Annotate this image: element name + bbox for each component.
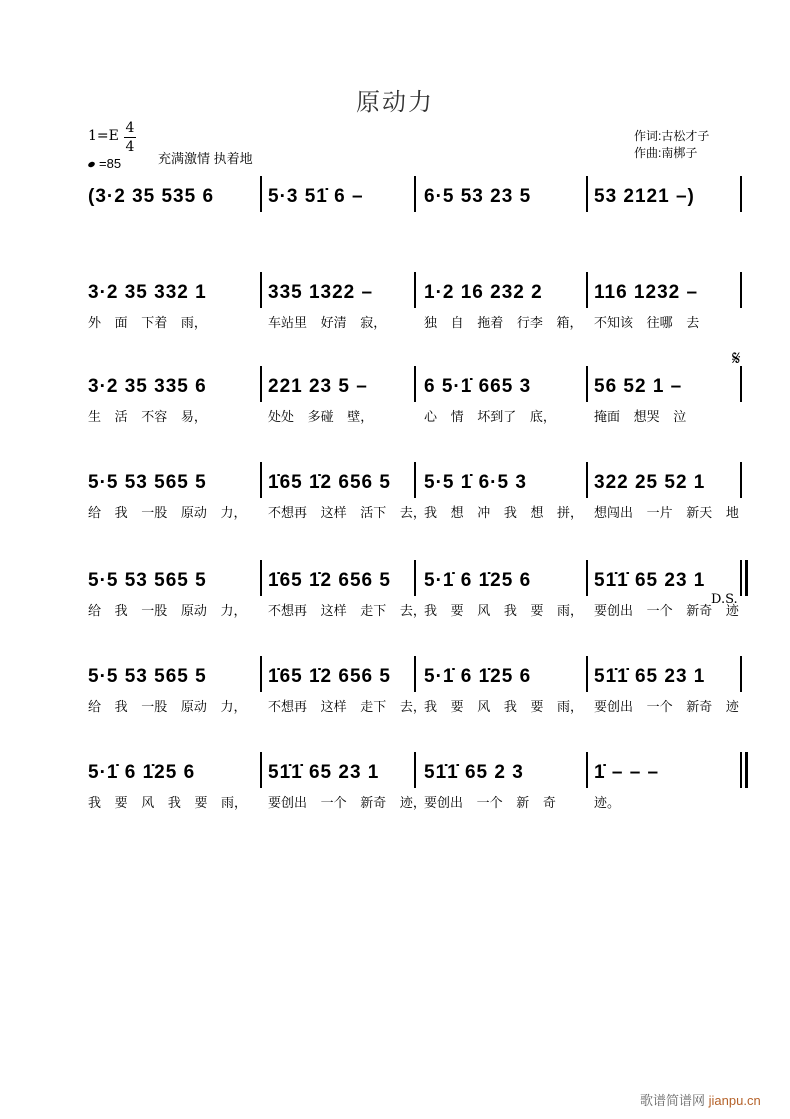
- measure-notes: 3·2 35 332 1: [88, 282, 207, 303]
- measure-notes: 51̇1̇ 65 23 1: [594, 570, 706, 591]
- bar-line: [260, 176, 262, 212]
- lyrics: 要创出 一个 新奇 迹，: [268, 795, 426, 810]
- bar-line: [260, 560, 262, 596]
- lyrics: 想闯出 一片 新天 地: [594, 505, 739, 520]
- measure: [84, 752, 260, 822]
- lyrics: 给 我 一股 原动 力，: [88, 699, 247, 714]
- expression-marking: 充满激情 执着地: [158, 151, 253, 166]
- measure-notes: 5·1̇ 6 1̇25 6: [424, 666, 532, 687]
- score-line: [84, 462, 744, 532]
- measure-notes: 1̇ – – –: [594, 762, 660, 783]
- score-line: [84, 176, 744, 246]
- measure-notes: 3·2 35 335 6: [88, 376, 207, 397]
- measure-notes: 5·1̇ 6 1̇25 6: [88, 762, 196, 783]
- lyrics: 我 要 风 我 要 雨，: [424, 699, 584, 714]
- ds-marking: D.S.: [711, 592, 738, 607]
- measure-notes: 51̇1̇ 65 23 1: [268, 762, 380, 783]
- measure: [420, 272, 586, 342]
- measure-notes: 51̇1̇ 65 2 3: [424, 762, 524, 783]
- lyrics: 迹。: [594, 795, 621, 810]
- lyrics: 独 自 拖着 行李 箱，: [424, 315, 583, 330]
- measure: [84, 560, 260, 630]
- measure: [420, 176, 586, 246]
- bar-line: [586, 176, 588, 212]
- lyrics: 生 活 不容 易，: [88, 409, 207, 424]
- measure: [264, 176, 414, 246]
- bar-line: [740, 752, 742, 788]
- tempo-marking: =85: [88, 156, 121, 171]
- lyrics: 给 我 一股 原动 力，: [88, 505, 247, 520]
- measure-notes: 5·5 53 565 5: [88, 666, 207, 687]
- measure: [84, 272, 260, 342]
- credits: [634, 128, 709, 162]
- time-signature: [124, 120, 136, 155]
- final-bar-line: [745, 560, 748, 596]
- measure: [590, 366, 740, 436]
- bar-line: [586, 272, 588, 308]
- bar-line: [414, 560, 416, 596]
- lyrics: 不知该 往哪 去: [594, 315, 700, 330]
- lyrics: 心 情 坏到了 底，: [424, 409, 556, 424]
- measure-notes: 6 5·1̇ 665 3: [424, 376, 532, 397]
- measure: [420, 366, 586, 436]
- bar-line: [414, 462, 416, 498]
- measure: [420, 560, 586, 630]
- bar-line: [260, 366, 262, 402]
- lyrics: 掩面 想哭 泣: [594, 409, 687, 424]
- measure: [264, 752, 426, 822]
- measure: [420, 462, 586, 532]
- measure: [590, 462, 740, 532]
- score-line: [84, 656, 744, 726]
- lyrics: 不想再 这样 走下 去，: [268, 699, 426, 714]
- score-line: [84, 272, 744, 342]
- quarter-note-icon: [87, 161, 95, 168]
- measure-notes: 1̇65 1̇2 656 5: [268, 472, 391, 493]
- lyrics: 外 面 下着 雨，: [88, 315, 207, 330]
- bar-line: [414, 752, 416, 788]
- lyricist: 作词:古松才子: [634, 129, 710, 143]
- measure-notes: 51̇1̇ 65 23 1: [594, 666, 706, 687]
- key-signature: 1=E: [88, 128, 119, 144]
- bar-line: [414, 272, 416, 308]
- measure: [264, 560, 426, 630]
- measure-notes: 5·5 1̇ 6·5 3: [424, 472, 527, 493]
- lyrics: 给 我 一股 原动 力，: [88, 603, 247, 618]
- bar-line: [260, 462, 262, 498]
- lyrics: 不想再 这样 走下 去，: [268, 603, 426, 618]
- measure-notes: 335 1322 –: [268, 282, 374, 303]
- score-line: [84, 752, 744, 822]
- bar-line: [740, 366, 742, 402]
- measure-notes: 5·5 53 565 5: [88, 472, 207, 493]
- segno-icon: 𝄋: [732, 346, 741, 370]
- bar-line: [586, 366, 588, 402]
- watermark: 歌谱简谱网 jianpu.cn: [640, 1093, 761, 1108]
- bar-line: [740, 656, 742, 692]
- bar-line: [260, 656, 262, 692]
- lyrics: 不想再 这样 活下 去，: [268, 505, 426, 520]
- measure: [590, 176, 740, 246]
- measure-notes: 56 52 1 –: [594, 376, 683, 397]
- lyrics: 车站里 好清 寂，: [268, 315, 387, 330]
- final-bar-line: [745, 752, 748, 788]
- measure: [84, 176, 260, 246]
- lyrics: 处处 多碰 壁，: [268, 409, 374, 424]
- composer: 作曲:南梆子: [634, 146, 698, 160]
- measure-notes: 1̇65 1̇2 656 5: [268, 570, 391, 591]
- measure-notes: 116 1232 –: [594, 282, 699, 303]
- bar-line: [414, 656, 416, 692]
- bar-line: [586, 752, 588, 788]
- measure: [264, 366, 414, 436]
- measure-notes: 1·2 16 232 2: [424, 282, 543, 303]
- song-title: 原动力: [356, 88, 434, 116]
- measure: [84, 462, 260, 532]
- measure-notes: 5·1̇ 6 1̇25 6: [424, 570, 532, 591]
- bar-line: [414, 176, 416, 212]
- measure-notes: 5·3 51̇ 6 –: [268, 186, 364, 207]
- measure: [590, 752, 740, 822]
- bar-line: [740, 560, 742, 596]
- bar-line: [740, 462, 742, 498]
- measure: [590, 656, 740, 726]
- lyrics: 我 要 风 我 要 雨，: [88, 795, 248, 810]
- bar-line: [586, 560, 588, 596]
- lyrics: 要创出 一个 新奇 迹: [594, 603, 739, 618]
- measure: [264, 656, 426, 726]
- time-signature-bottom: 4: [125, 139, 135, 155]
- measure: [590, 272, 740, 342]
- measure-notes: (3·2 35 535 6: [88, 186, 215, 207]
- measure: [264, 272, 414, 342]
- bar-line: [414, 366, 416, 402]
- bar-line: [586, 462, 588, 498]
- lyrics: 要创出 一个 新奇 迹: [594, 699, 739, 714]
- measure-notes: 5·5 53 565 5: [88, 570, 207, 591]
- bar-line: [740, 176, 742, 212]
- measure: [84, 656, 260, 726]
- bar-line: [260, 272, 262, 308]
- lyrics: 要创出 一个 新 奇: [424, 795, 556, 810]
- bar-line: [586, 656, 588, 692]
- time-signature-top: 4: [125, 120, 135, 136]
- measure: [420, 656, 586, 726]
- measure-notes: 322 25 52 1: [594, 472, 706, 493]
- measure-notes: 1̇65 1̇2 656 5: [268, 666, 391, 687]
- measure-notes: 221 23 5 –: [268, 376, 368, 397]
- lyrics: 我 想 冲 我 想 拼，: [424, 505, 584, 520]
- measure: [420, 752, 586, 822]
- measure-notes: 53 2121 –): [594, 186, 695, 207]
- bar-line: [260, 752, 262, 788]
- measure: [264, 462, 426, 532]
- measure: [84, 366, 260, 436]
- score-line: [84, 560, 744, 630]
- bar-line: [740, 272, 742, 308]
- lyrics: 我 要 风 我 要 雨，: [424, 603, 584, 618]
- score-line: [84, 366, 744, 436]
- measure-notes: 6·5 53 23 5: [424, 186, 532, 207]
